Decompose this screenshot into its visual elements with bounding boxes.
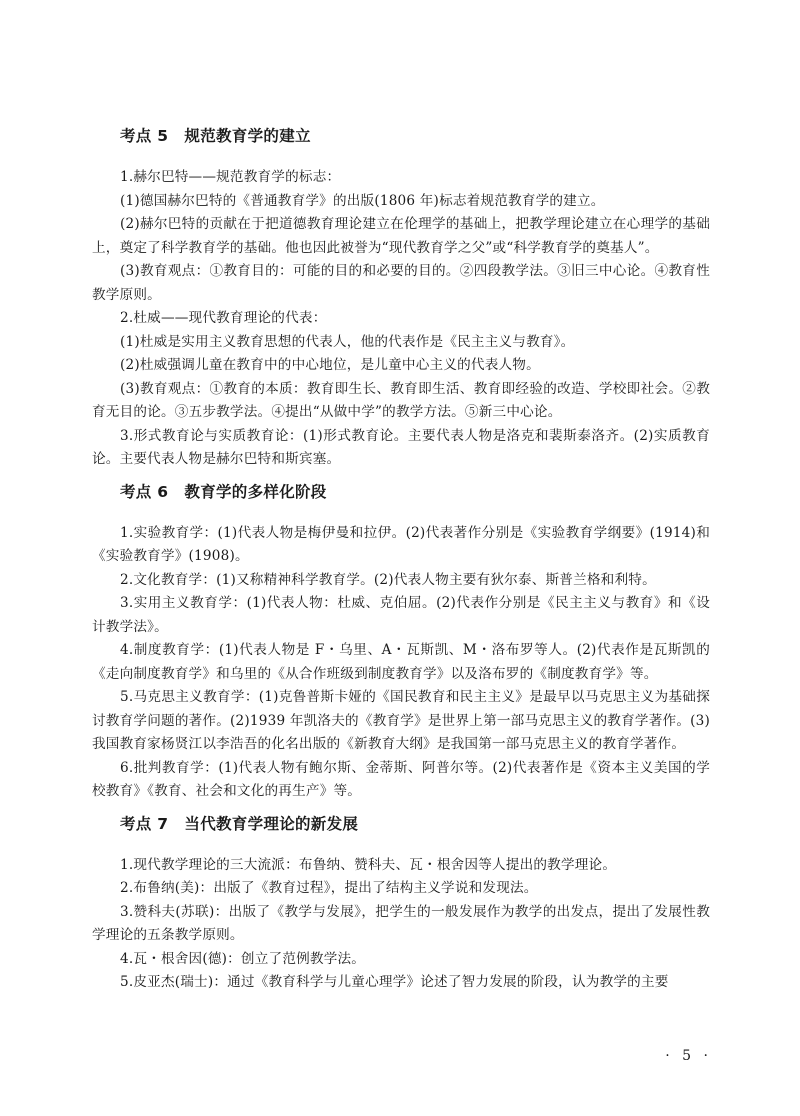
- paragraph: 2.布鲁纳(美)：出版了《教育过程》，提出了结构主义学说和发现法。: [120, 880, 538, 896]
- section-heading: [120, 124, 710, 148]
- paragraph: 1.赫尔巴特——规范教育学的标志：: [120, 169, 341, 185]
- paragraph: 1.实验教育学：(1)代表人物是梅伊曼和拉伊。(2)代表著作分别是《实验教育学纲要》(1914)和《实验教育学》(1908)。: [92, 524, 710, 564]
- section-heading: [120, 480, 710, 504]
- section-kaodian-6: [92, 480, 710, 804]
- section-title: 教育学的多样化阶段: [184, 482, 327, 501]
- paragraph: (2)赫尔巴特的贡献在于把道德教育理论建立在伦理学的基础上，把教学理论建立在心理学的基础上，奠定了科学教育学的基础。他也因此被誉为“现代教育学之父”或“科学教育学的奠基人”。: [92, 216, 710, 256]
- paragraph: 3.实用主义教育学：(1)代表人物：杜威、克伯屈。(2)代表作分别是《民主主义与教育》和《设计教学法》。: [92, 595, 710, 635]
- paragraph: 3.赞科夫(苏联)：出版了《教学与发展》，把学生的一般发展作为教学的出发点，提出了发展性教学理论的五条教学原则。: [92, 903, 710, 943]
- paragraph: (1)杜威是实用主义教育思想的代表人，他的代表作是《民主主义与教育》。: [120, 333, 575, 350]
- paragraph: 1.现代教学理论的三大流派：布鲁纳、赞科夫、瓦・根舍因等人提出的教学理论。: [120, 856, 617, 873]
- section-kaodian-7: [92, 812, 710, 995]
- section-number: 考点 6: [120, 482, 169, 501]
- paragraph: 4.制度教育学：(1)代表人物是 F・乌里、A・瓦斯凯、M・洛布罗等人。(2)代表作是瓦斯凯的《走向制度教育学》和乌里的《从合作班级到制度教育学》以及洛布罗的《制度教育学》等。: [92, 642, 710, 682]
- section-number: 考点 7: [120, 814, 169, 833]
- paragraph: (2)杜威强调儿童在教育中的中心地位，是儿童中心主义的代表人物。: [120, 357, 540, 373]
- section-heading: [120, 812, 710, 836]
- paragraph: 6.批判教育学：(1)代表人物有鲍尔斯、金蒂斯、阿普尔等。(2)代表著作是《资本主义美国的学校教育》《教育、社会和文化的再生产》等。: [92, 759, 710, 799]
- section-kaodian-5: [92, 124, 710, 472]
- page-number: · 5 ·: [665, 1048, 712, 1064]
- paragraph: 5.皮亚杰(瑞士)：通过《教育科学与儿童心理学》论述了智力发展的阶段，认为教学的主要: [120, 974, 669, 990]
- paragraph: 4.瓦・根舍因(德)：创立了范例教学法。: [120, 950, 366, 967]
- paragraph: (3)教育观点：①教育的本质：教育即生长、教育即生活、教育即经验的改造、学校即社会。②教育无目的论。③五步教学法。④提出“从做中学”的教学方法。⑤新三中心论。: [92, 380, 710, 420]
- section-title: 规范教育学的建立: [184, 127, 311, 145]
- section-number: 考点 5: [120, 127, 169, 145]
- paragraph: (1)德国赫尔巴特的《普通教育学》的出版(1806 年)标志着规范教育学的建立。: [120, 192, 605, 209]
- paragraph: 3.形式教育论与实质教育论：(1)形式教育论。主要代表人物是洛克和裴斯泰洛齐。(2)实质教育论。主要代表人物是赫尔巴特和斯宾塞。: [92, 427, 710, 467]
- page-content: [92, 124, 710, 1003]
- section-title: 当代教育学理论的新发展: [184, 814, 359, 833]
- paragraph: 2.文化教育学：(1)又称精神科学教育学。(2)代表人物主要有狄尔泰、斯普兰格和利特。: [120, 571, 656, 588]
- paragraph: 2.杜威——现代教育理论的代表：: [120, 310, 327, 326]
- paragraph: (3)教育观点：①教育目的：可能的目的和必要的目的。②四段教学法。③旧三中心论。④教育性教学原则。: [92, 263, 710, 303]
- paragraph: 5.马克思主义教育学：(1)克鲁普斯卡娅的《国民教育和民主主义》是最早以马克思主义为基础探讨教育学问题的著作。(2)1939 年凯洛夫的《教育学》是世界上第一部马克思主义的教育学著作。(3)我国教育家杨贤江以李浩吾的化名出版的《新教育大纲》是我国第一部马克思主义的教育学著作。: [92, 689, 710, 752]
